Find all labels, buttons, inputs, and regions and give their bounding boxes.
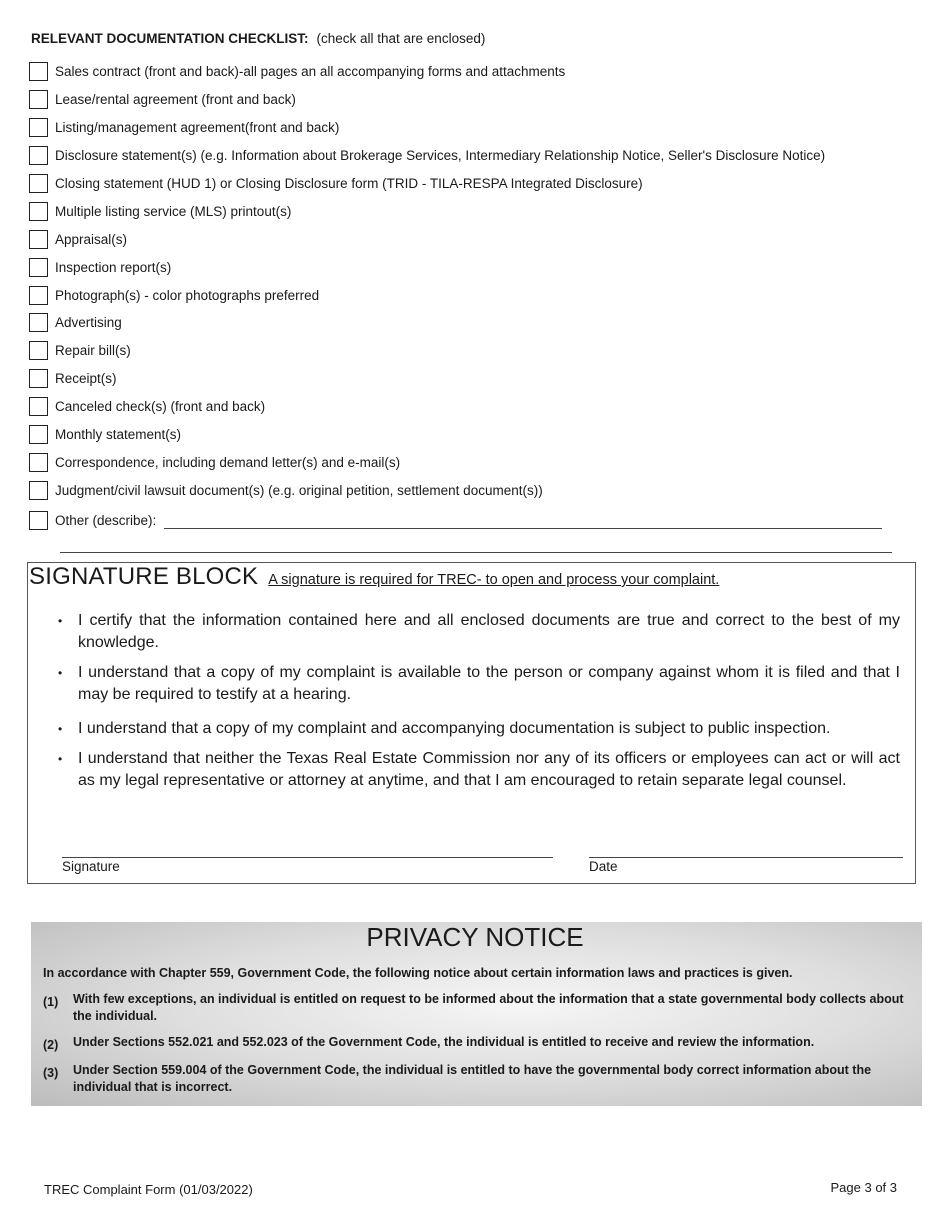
signature-block-heading <box>29 563 719 591</box>
checklist-item-monthly-statements <box>29 421 909 449</box>
signature-block-subheading: A signature is required for TREC- to open and process your complaint. <box>268 572 720 588</box>
privacy-notice-item <box>43 1034 909 1054</box>
certification-statement: • I understand that a copy of my complaint and accompanying documentation is subject to public inspection. <box>58 718 900 740</box>
checklist-item-judgment-documents <box>29 476 909 504</box>
documentation-checklist <box>29 58 909 536</box>
checkbox-receipts[interactable] <box>29 369 48 388</box>
checklist-item-correspondence <box>29 448 909 476</box>
checkbox-repair-bills[interactable] <box>29 341 48 360</box>
checklist-item-canceled-checks <box>29 393 909 421</box>
checklist-item-appraisals <box>29 225 909 253</box>
date-field[interactable] <box>589 857 903 858</box>
checkbox-disclosure-statements[interactable] <box>29 146 48 165</box>
checklist-item-label: Inspection report(s) <box>55 259 172 275</box>
checkbox-monthly-statements[interactable] <box>29 425 48 444</box>
signature-field[interactable] <box>62 857 553 858</box>
checklist-item-label: Disclosure statement(s) (e.g. Information about Brokerage Services, Intermediary Relationship Notice, Seller's Disclosure Notice) <box>55 148 826 164</box>
privacy-item-text: Under Section 559.004 of the Government Code, the individual is entitled to have the governmental body correct information about the individual that is incorrect. <box>73 1063 872 1094</box>
checklist-item-label: Lease/rental agreement (front and back) <box>55 92 296 108</box>
checkbox-closing-statement[interactable] <box>29 174 48 193</box>
checkbox-judgment-documents[interactable] <box>29 481 48 500</box>
privacy-notice-title: PRIVACY NOTICE <box>366 922 584 952</box>
checklist-item-advertising <box>29 309 909 337</box>
signature-label: Signature <box>62 859 120 874</box>
checkbox-mls-printout[interactable] <box>29 202 48 221</box>
checkbox-other[interactable] <box>29 511 48 530</box>
footer-page-number: Page 3 of 3 <box>830 1180 897 1195</box>
checklist-item-closing-statement <box>29 170 909 198</box>
checklist-item-listing-agreement <box>29 114 909 142</box>
checkbox-sales-contract[interactable] <box>29 62 48 81</box>
checklist-item-receipts <box>29 365 909 393</box>
checkbox-listing-agreement[interactable] <box>29 118 48 137</box>
checklist-item-repair-bills <box>29 337 909 365</box>
privacy-notice-item <box>43 991 909 1024</box>
checklist-item-lease-agreement <box>29 86 909 114</box>
checklist-item-sales-contract <box>29 58 909 86</box>
privacy-item-number: (1) <box>43 995 59 1009</box>
checkbox-canceled-checks[interactable] <box>29 397 48 416</box>
other-describe-field-line-2[interactable] <box>60 552 892 553</box>
privacy-notice-intro: In accordance with Chapter 559, Government Code, the following notice about certain information laws and practices is given. <box>43 966 793 980</box>
checkbox-lease-agreement[interactable] <box>29 90 48 109</box>
checklist-item-label: Receipt(s) <box>55 371 117 387</box>
checklist-header <box>31 31 485 46</box>
checklist-item-label: Monthly statement(s) <box>55 427 182 443</box>
privacy-notice-item <box>43 1062 909 1095</box>
certification-statements <box>58 610 900 800</box>
signature-block-title: SIGNATURE BLOCK <box>29 563 259 590</box>
checklist-other-label: Other (describe): <box>55 512 157 528</box>
checkbox-photographs[interactable] <box>29 286 48 305</box>
privacy-item-number: (2) <box>43 1038 59 1052</box>
other-describe-field[interactable] <box>164 512 882 529</box>
checklist-item-label: Multiple listing service (MLS) printout(s) <box>55 203 292 219</box>
certification-statement: • I certify that the information contained here and all enclosed documents are true and correct to the best of my knowledge. <box>58 610 900 654</box>
checkbox-advertising[interactable] <box>29 313 48 332</box>
privacy-item-text: With few exceptions, an individual is entitled on request to be informed about the information that a state governmental body collects about the individual. <box>73 992 904 1023</box>
checklist-item-disclosure-statements <box>29 142 909 170</box>
checklist-item-label: Advertising <box>55 315 122 331</box>
checklist-item-photographs <box>29 281 909 309</box>
checklist-item-label: Canceled check(s) (front and back) <box>55 399 266 415</box>
certification-statement: • I understand that a copy of my complaint is available to the person or company against whom it is filed and that I may be required to testify at a hearing. <box>58 662 900 706</box>
privacy-item-number: (3) <box>43 1066 59 1080</box>
checklist-item-inspection-reports <box>29 253 909 281</box>
checklist-item-label: Photograph(s) - color photographs preferred <box>55 287 320 303</box>
certification-statement: • I understand that neither the Texas Real Estate Commission nor any of its officers or employees can act or will act as my legal representative or attorney at anytime, and that I am encouraged to retain separate legal counsel. <box>58 748 900 792</box>
checkbox-inspection-reports[interactable] <box>29 258 48 277</box>
date-label: Date <box>589 859 618 874</box>
checkbox-appraisals[interactable] <box>29 230 48 249</box>
checklist-item-label: Correspondence, including demand letter(s) and e-mail(s) <box>55 454 401 470</box>
checklist-item-mls-printout <box>29 197 909 225</box>
checkbox-correspondence[interactable] <box>29 453 48 472</box>
checklist-note: (check all that are enclosed) <box>316 31 486 46</box>
checklist-item-label: Judgment/civil lawsuit document(s) (e.g. original petition, settlement document(s)) <box>55 482 543 498</box>
footer-form-name: TREC Complaint Form (01/03/2022) <box>44 1182 253 1197</box>
privacy-item-text: Under Sections 552.021 and 552.023 of the Government Code, the individual is entitled to receive and review the information. <box>73 1035 815 1049</box>
checklist-item-label: Closing statement (HUD 1) or Closing Disclosure form (TRID - TILA-RESPA Integrated Disclosure) <box>55 176 643 191</box>
checklist-item-label: Sales contract (front and back)-all pages an all accompanying forms and attachments <box>55 64 566 80</box>
checklist-title: RELEVANT DOCUMENTATION CHECKLIST: <box>31 31 309 46</box>
checklist-item-label: Listing/management agreement(front and back) <box>55 120 340 136</box>
checklist-item-other <box>29 504 909 536</box>
checklist-item-label: Repair bill(s) <box>55 343 131 359</box>
checklist-item-label: Appraisal(s) <box>55 231 128 247</box>
